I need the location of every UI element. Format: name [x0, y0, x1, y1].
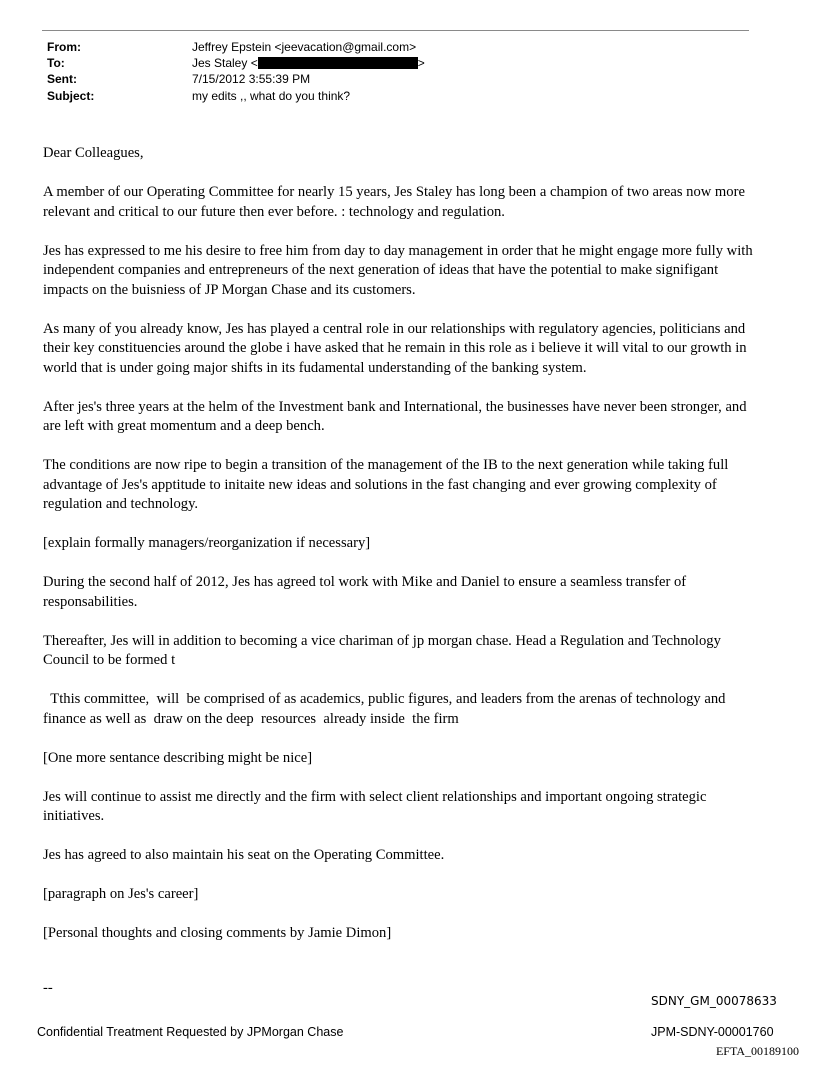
jpm-bates-number: JPM-SDNY-00001760	[651, 1025, 774, 1039]
body-paragraph: [One more sentance describing might be nice]	[43, 749, 313, 766]
body-paragraph: Thereafter, Jes will in addition to becoming a vice chariman of jp morgan chase. Head a Regulation and Technology Council to be formed t	[43, 632, 721, 668]
to-label: To:	[47, 56, 65, 70]
body-paragraph: After jes's three years at the helm of the Investment bank and International, the businesses have never been stronger, and are left with great momentum and a deep bench.	[43, 398, 747, 434]
redaction-bar	[258, 57, 418, 69]
to-value	[192, 56, 425, 70]
body-paragraph: The conditions are now ripe to begin a transition of the management of the IB to the next generation while taking full advantage of Jes's apptitude to initaite new ideas and solutions in the fast changing and ever growing complexity of regulation and technology.	[43, 457, 729, 512]
body-paragraph: [explain formally managers/reorganization if necessary]	[43, 535, 371, 551]
body-paragraph: [paragraph on Jes's career]	[43, 886, 199, 902]
body-paragraph: Jes has expressed to me his desire to free him from day to day management in order that he might engage more fully with independent companies and entrepreneurs of the next generation of ideas that have the potential to make signifigant impacts on the buisniess of JP Morgan Chase and its customers.	[43, 242, 753, 298]
body-paragraph: During the second half of 2012, Jes has agreed tol work with Mike and Daniel to ensure a seamless transfer of responsabilities.	[43, 574, 687, 610]
subject-value: my edits ,, what do you think?	[192, 89, 351, 103]
salutation: Dear Colleagues,	[43, 145, 144, 161]
sent-label: Sent:	[47, 72, 77, 86]
header-divider	[42, 30, 749, 31]
body-paragraph: As many of you already know, Jes has played a central role in our relationships with regulatory agencies, politicians and their key constituencies around the globe i have asked that he remain in this role as i believe it will vital to our growth in world that is under going major shifts in its fudamental understanding of the banking system.	[43, 320, 747, 376]
body-paragraph: A member of our Operating Committee for nearly 15 years, Jes Staley has long been a champion of two areas now more relevant and critical to our future then ever before. : technology and regulation.	[43, 184, 745, 220]
from-label: From:	[47, 40, 81, 54]
efta-number: EFTA_00189100	[715, 1044, 799, 1058]
to-suffix: >	[417, 56, 425, 70]
body-paragraph: Jes will continue to assist me directly and the firm with select client relationships and important ongoing strategic initiatives.	[43, 788, 707, 824]
confidential-notice: Confidential Treatment Requested by JPMorgan Chase	[37, 1025, 344, 1039]
signature-dash: --	[43, 980, 53, 996]
from-value: Jeffrey Epstein <jeevacation@gmail.com>	[192, 40, 417, 54]
email-body	[43, 144, 755, 963]
sent-value: 7/15/2012 3:55:39 PM	[192, 72, 311, 86]
sdny-bates-stamp: SDNY_GM_00078633	[651, 994, 777, 1008]
body-paragraph: [Personal thoughts and closing comments by Jamie Dimon]	[43, 925, 392, 941]
subject-label: Subject:	[47, 89, 95, 103]
body-paragraph: Tthis committee, will be comprised of as academics, public figures, and leaders from the arenas of technology and finance as well as draw on the deep resources already inside the firm	[43, 691, 730, 727]
to-prefix: Jes Staley <	[192, 56, 258, 70]
body-paragraph: Jes has agreed to also maintain his seat on the Operating Committee.	[43, 847, 445, 863]
